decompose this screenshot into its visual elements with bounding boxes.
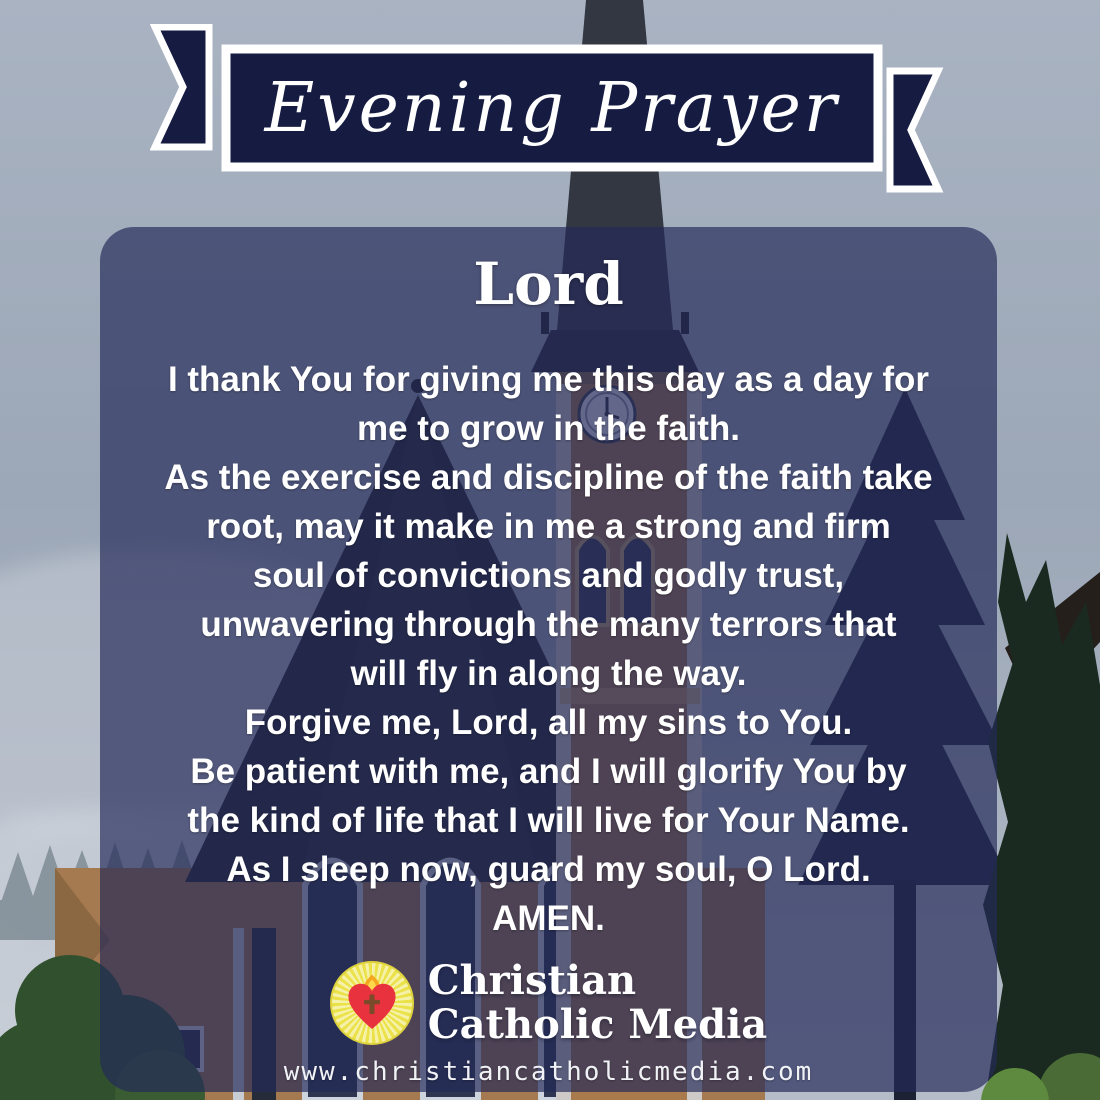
prayer-line: I thank You for giving me this day as a day for (167, 360, 930, 399)
brand-name (428, 959, 767, 1047)
prayer-line: As I sleep now, guard my soul, O Lord. (226, 850, 871, 889)
website-url: www.christiancatholicmedia.com (283, 1057, 814, 1087)
prayer-line: AMEN. (492, 899, 605, 938)
prayer-text (164, 355, 932, 943)
prayer-line: Forgive me, Lord, all my sins to You. (244, 703, 853, 742)
ribbon-left-tail-icon (155, 27, 209, 147)
brand-name-line1: Christian (427, 957, 637, 1004)
prayer-line: will fly in along the way. (350, 654, 747, 693)
prayer-line: me to grow in the faith. (356, 409, 741, 448)
prayer-title: Lord (473, 250, 624, 318)
prayer-line: As the exercise and discipline of the faith take (164, 458, 933, 497)
prayer-line: unwavering through the many terrors that (200, 605, 897, 644)
ribbon-right-tail-icon (890, 71, 938, 189)
brand-name-line2: Catholic Media (427, 1001, 768, 1048)
prayer-line: root, may it make in me a strong and firm (206, 507, 891, 546)
prayer-line: Be patient with me, and I will glorify You by (190, 752, 907, 791)
prayer-line: the kind of life that I will live for Your Name. (187, 801, 910, 840)
banner-title: Evening Prayer (264, 68, 840, 148)
sacred-heart-icon (330, 961, 414, 1045)
prayer-card (100, 227, 997, 1092)
brand-logo (330, 959, 767, 1047)
prayer-line: soul of convictions and godly trust, (252, 556, 845, 595)
